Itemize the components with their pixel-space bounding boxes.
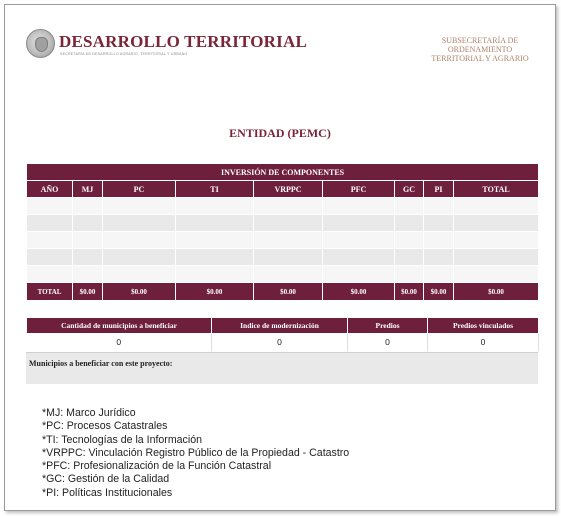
org-title: DESARROLLO TERRITORIAL (59, 32, 307, 51)
legend-item: *PFC: Profesionalización de la Función Catastral (42, 460, 272, 473)
totals-cell: $0.00 (323, 283, 395, 301)
investment-table-title: INVERSIÓN DE COMPONENTES (27, 164, 539, 181)
totals-cell: TOTAL (27, 283, 73, 301)
indicator-value: 0 (428, 334, 539, 351)
table-row (27, 232, 539, 249)
totals-row (27, 283, 539, 301)
table-row (27, 266, 539, 283)
column-header: Predios (348, 318, 428, 334)
totals-cell: $0.00 (454, 283, 539, 301)
totals-cell: $0.00 (424, 283, 454, 301)
org-subtitle: SECRETARÍA DE DESARROLLO AGRARIO, TERRITORIAL Y URBANO (60, 52, 188, 56)
table-row (27, 198, 539, 215)
totals-cell: $0.00 (254, 283, 323, 301)
report-page (4, 4, 556, 511)
coat-of-arms-logo (26, 29, 55, 58)
totals-cell: $0.00 (395, 283, 424, 301)
column-header: VRPPC (254, 181, 323, 198)
indicator-value: 0 (212, 334, 348, 351)
column-header: TI (176, 181, 254, 198)
municipios-label: Municipios a beneficiar con este proyecto: (29, 359, 173, 368)
indicators-header-row (27, 318, 539, 334)
column-header: MJ (73, 181, 103, 198)
totals-cell: $0.00 (73, 283, 103, 301)
abbreviations-legend (42, 407, 349, 500)
investment-table (26, 163, 539, 301)
totals-cell: $0.00 (176, 283, 254, 301)
investment-header-row (27, 181, 539, 198)
indicator-value: 0 (27, 334, 212, 351)
column-header: TOTAL (454, 181, 539, 198)
legend-item: *TI: Tecnologías de la Información (42, 433, 202, 446)
column-header: PC (103, 181, 176, 198)
legend-item: *GC: Gestión de la Calidad (42, 473, 170, 486)
column-header: PI (424, 181, 454, 198)
legend-item: *MJ: Marco Jurídico (42, 407, 136, 419)
municipios-section (26, 352, 538, 384)
column-header: PFC (323, 181, 395, 198)
column-header: GC (395, 181, 424, 198)
indicators-values-row (27, 334, 539, 351)
indicator-value: 0 (348, 334, 428, 351)
column-header: Predios vinculados (428, 318, 539, 334)
legend-item: *PI: Políticas Institucionales (42, 486, 173, 499)
legend-item: *PC: Procesos Catastrales (42, 420, 168, 433)
totals-cell: $0.00 (103, 283, 176, 301)
table-row (27, 215, 539, 232)
entity-title: ENTIDAD (PEMC) (229, 126, 331, 140)
legend-item: *VRPPC: Vinculación Registro Público de la Propiedad - Catastro (42, 446, 350, 459)
table-row (27, 249, 539, 266)
subsecretaria-label: SUBSECRETARÍA DE ORDENAMIENTO TERRITORIAL Y AGRARIO (431, 36, 529, 63)
column-header: Indice de modernización (212, 318, 348, 334)
indicators-table (26, 317, 539, 351)
column-header: AÑO (27, 181, 73, 198)
column-header: Cantidad de municipios a beneficiar (27, 318, 212, 334)
